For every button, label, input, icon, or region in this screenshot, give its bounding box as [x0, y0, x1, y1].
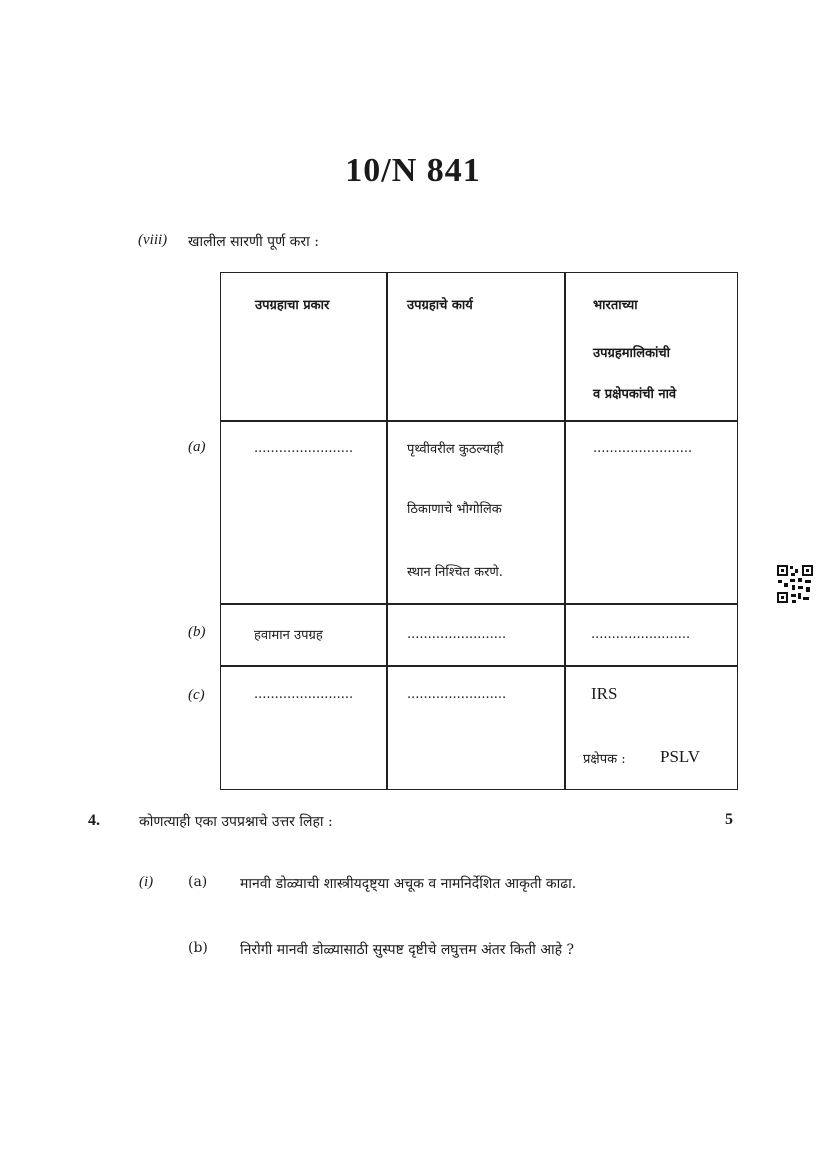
table-divider [564, 273, 566, 789]
table-divider [221, 603, 737, 605]
table-divider [386, 273, 388, 789]
part-b-text: निरोगी मानवी डोळ्यासाठी सुस्पष्ट दृष्टीचे लघुत्तम अंतर किती आहे ? [240, 942, 575, 958]
blank-c-col2: ........................ [407, 687, 507, 702]
paper-code: 10/N 841 [345, 152, 481, 189]
row-c-label: (c) [188, 687, 205, 703]
row-a-function-line3: स्थान निश्चित करणे. [407, 565, 503, 580]
qr-code-icon [776, 564, 814, 604]
blank-b-col3: ........................ [591, 627, 691, 642]
header-india-names-line2: उपग्रहमालिकांची [593, 346, 671, 361]
blank-c-col1: ........................ [254, 687, 354, 702]
header-satellite-type: उपग्रहाचा प्रकार [255, 298, 330, 313]
blank-b-col2: ........................ [407, 627, 507, 642]
question-viii-label: (viii) [138, 232, 168, 248]
question-4-instruction: कोणत्याही एका उपप्रश्नाचे उत्तर लिहा : [139, 814, 333, 830]
row-a-function-line1: पृथ्वीवरील कुठल्याही [407, 442, 504, 457]
row-c-launcher-prefix: प्रक्षेपक : [583, 752, 626, 767]
satellite-table [220, 272, 738, 790]
blank-a-col1: ........................ [254, 441, 354, 456]
blank-a-col3: ........................ [593, 441, 693, 456]
row-b-label: (b) [188, 624, 206, 640]
row-a-label: (a) [188, 439, 206, 455]
row-c-series: IRS [591, 684, 618, 703]
subquestion-i-label: (i) [139, 874, 154, 890]
row-a-function-line2: ठिकाणाचे भौगोलिक [407, 502, 502, 517]
header-india-names-line1: भारताच्या [593, 298, 638, 313]
part-a-text: मानवी डोळ्याची शास्त्रीयदृष्ट्या अचूक व नामनिर्देशित आकृती काढा. [240, 876, 577, 892]
table-divider [221, 420, 737, 422]
row-c-launcher-value: PSLV [660, 747, 701, 766]
header-india-names-line3: व प्रक्षेपकांची नावे [593, 387, 677, 402]
question-viii-instruction: खालील सारणी पूर्ण करा : [188, 234, 319, 250]
table-divider [221, 665, 737, 667]
part-a-label: (a) [188, 874, 208, 890]
row-b-type: हवामान उपग्रह [254, 628, 323, 643]
header-satellite-function: उपग्रहाचे कार्य [407, 298, 473, 313]
question-4-marks: 5 [725, 811, 733, 828]
part-b-label: (b) [188, 940, 208, 956]
question-4-number: 4. [88, 812, 100, 829]
